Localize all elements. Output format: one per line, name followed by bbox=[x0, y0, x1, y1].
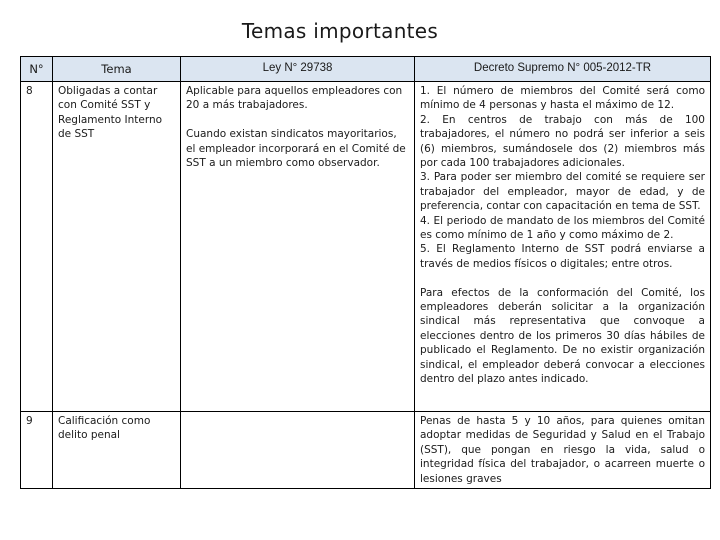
decreto-item: 1. El número de miembros del Comité será como mínimo de 4 personas y hasta el máximo de 12. bbox=[420, 85, 705, 112]
row-tema: Calificación como delito penal bbox=[53, 412, 181, 489]
comparison-table bbox=[20, 56, 711, 489]
decreto-item: 3. Para poder ser miembro del comité se requiere ser trabajador del empleador, mayor de edad, y de preferencia, contar con capacitación en tema de SST. bbox=[420, 171, 705, 213]
ley-paragraph: Cuando existan sindicatos mayoritarios, el empleador incorporará en el Comité de SST a un miembro como observador. bbox=[186, 128, 406, 170]
ley-paragraph: Aplicable para aquellos empleadores con 20 a más trabajadores. bbox=[186, 85, 403, 112]
header-ley: Ley N° 29738 bbox=[181, 57, 415, 82]
row-tema: Obligadas a contar con Comité SST y Reglamento Interno de SST bbox=[53, 82, 181, 412]
row-decreto bbox=[415, 82, 711, 412]
header-decreto: Decreto Supremo N° 005-2012-TR bbox=[415, 57, 711, 82]
decreto-item: 4. El periodo de mandato de los miembros del Comité es como mínimo de 1 año y como máximo de 2. bbox=[420, 214, 705, 242]
row-decreto: Penas de hasta 5 y 10 años, para quienes omitan adoptar medidas de Seguridad y Salud en el Trabajo (SST), que pongan en riesgo la vida, salud o integridad física del trabajador, o acarreen muerte o lesiones graves bbox=[415, 412, 711, 489]
row-number: 8 bbox=[21, 82, 53, 412]
row-number: 9 bbox=[21, 412, 53, 489]
header-num: N° bbox=[21, 57, 53, 82]
table-row bbox=[21, 412, 711, 489]
decreto-item: 2. En centros de trabajo con más de 100 trabajadores, el número no podrá ser inferior a seis (6) miembros, sumándosele dos (2) miembros más por cada 100 trabajadores adicionales. bbox=[420, 113, 705, 170]
table-row bbox=[21, 82, 711, 412]
table-header-row bbox=[21, 57, 711, 82]
row-ley bbox=[181, 82, 415, 412]
header-tema: Tema bbox=[53, 57, 181, 82]
row-ley bbox=[181, 412, 415, 489]
decreto-item: 5. El Reglamento Interno de SST podrá enviarse a través de medios físicos o digitales; entre otros. bbox=[420, 243, 705, 270]
decreto-paragraph: Para efectos de la conformación del Comité, los empleadores deberán solicitar a la organización sindical más representativa que convoque a elecciones dentro de los primeros 30 días hábiles de publicado el Reglamento. De no existir organización sindical, el empleador deberá convocar a elecciones dentro del plazo antes indicado. bbox=[420, 286, 705, 386]
page-title: Temas importantes bbox=[241, 19, 439, 43]
